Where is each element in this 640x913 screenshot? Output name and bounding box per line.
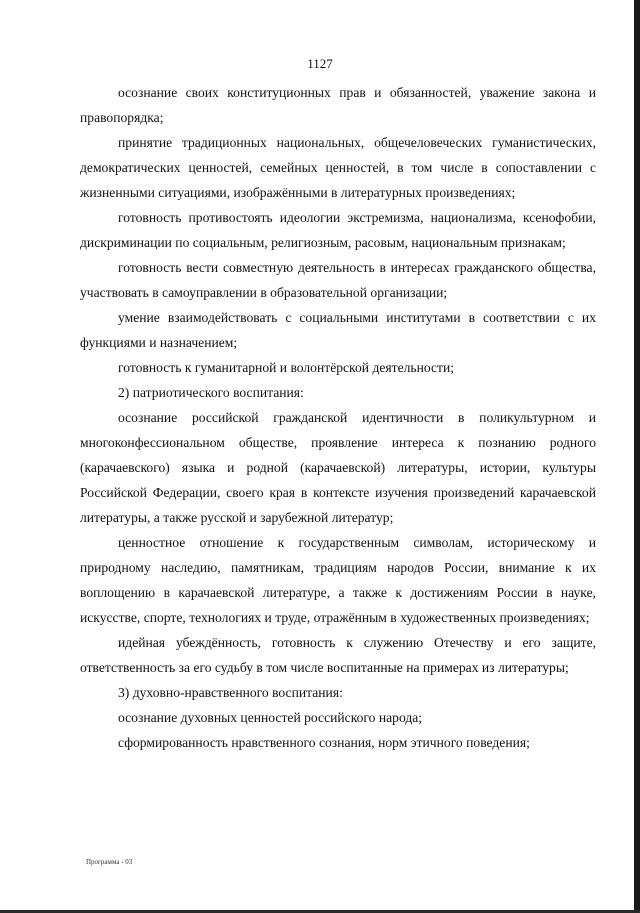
page-footer: Программа - 03: [86, 858, 133, 866]
paragraph: осознание духовных ценностей российского народа;: [118, 710, 423, 725]
paragraph: готовность вести совместную деятельность в интересах гражданского общества, участвовать в самоуправлении в образовательной организации;: [80, 260, 596, 300]
paragraph: идейная убеждённость, готовность к служению Отечеству и его защите, ответственность за его судьбу в том числе воспитанные на примерах из литературы;: [80, 635, 596, 675]
paragraph: умение взаимодействовать с социальными институтами в соответствии с их функциями и назначением;: [80, 310, 596, 350]
section-heading: 2) патриотического воспитания:: [118, 385, 304, 400]
scan-edge-right: [634, 0, 640, 913]
section-heading: 3) духовно-нравственного воспитания:: [118, 685, 343, 700]
paragraph: готовность к гуманитарной и волонтёрской деятельности;: [118, 360, 455, 375]
paragraph: осознание российской гражданской идентичности в поликультурном и многоконфессиональном обществе, проявление интереса к познанию родного (карачаевского) языка и родной (карачаевской) литературы, истории, культуры Российской Федерации, своего края в контексте изучения произведений карачаевской литературы, а также русской и зарубежной литератур;: [80, 410, 596, 525]
paragraph: готовность противостоять идеологии экстремизма, национализма, ксенофобии, дискриминации по социальным, религиозным, расовым, национальным признакам;: [80, 210, 596, 250]
paragraph: ценностное отношение к государственным символам, историческому и природному наследию, памятникам, традициям народов России, внимание к их воплощению в карачаевской литературе, а также к достижениям России в науке, искусстве, спорте, технологиях и труде, отражённым в художественных произведениях;: [80, 535, 596, 625]
document-body: [80, 80, 596, 755]
paragraph: осознание своих конституционных прав и обязанностей, уважение закона и правопорядка;: [80, 85, 596, 125]
paragraph: принятие традиционных национальных, общечеловеческих гуманистических, демократических ценностей, семейных ценностей, в том числе в сопоставлении с жизненными ситуациями, изображёнными в литературных произведениях;: [80, 135, 596, 200]
page-number: 1127: [307, 56, 333, 71]
paragraph: сформированность нравственного сознания, норм этичного поведения;: [118, 735, 530, 750]
